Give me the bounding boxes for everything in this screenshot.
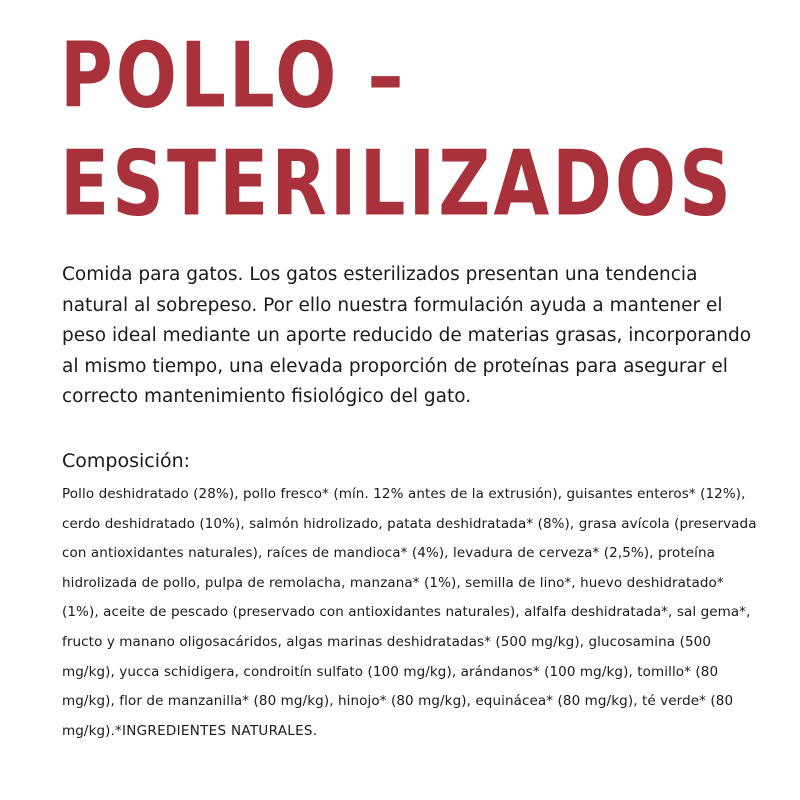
composition-ingredients: Pollo deshidratado (28%), pollo fresco* (mín. 12% antes de la extrusión), guisantes enteros* (12%), cerdo deshidratado (10%), salmón hidrolizado, patata deshidratada* (8%), grasa avícola (preservada con antioxidantes naturales), raíces de mandioca* (4%), levadura de cerveza* (2,5%), proteína hidrolizada de pollo, pulpa de remolacha, manzana* (1%), semilla de lino*, huevo deshidratado* (1%), aceite de pescado (preservado con antioxidantes naturales), alfalfa deshidratada*, sal gema*, fructo y manano oligosacáridos, algas marinas deshidratadas* (500 mg/kg), glucosamina (500 mg/kg), yucca schidigera, condroitín sulfato (100 mg/kg), arándanos* (100 mg/kg), tomillo* (80 mg/kg), flor de manzanilla* (80 mg/kg), hinojo* (80 mg/kg), equinácea* (80 mg/kg), té verde* (80 mg/kg). (62, 486, 757, 739)
natural-ingredients-note: *INGREDIENTES NATURALES. (114, 722, 318, 739)
composition-text (62, 480, 762, 746)
product-title-line-2: ESTERILIZADOS (60, 130, 734, 236)
product-title-line-1: POLLO – (60, 22, 407, 128)
composition-heading: Composición: (62, 450, 191, 472)
product-description: Comida para gatos. Los gatos esterilizados presentan una tendencia natural al sobrepeso. Por ello nuestra formulación ayuda a mantener el peso ideal mediante un aporte reducido de materias grasas, incorporando al mismo tiempo, una elevada proporción de proteínas para asegurar el correcto mantenimiento fisiológico del gato. (62, 264, 752, 407)
